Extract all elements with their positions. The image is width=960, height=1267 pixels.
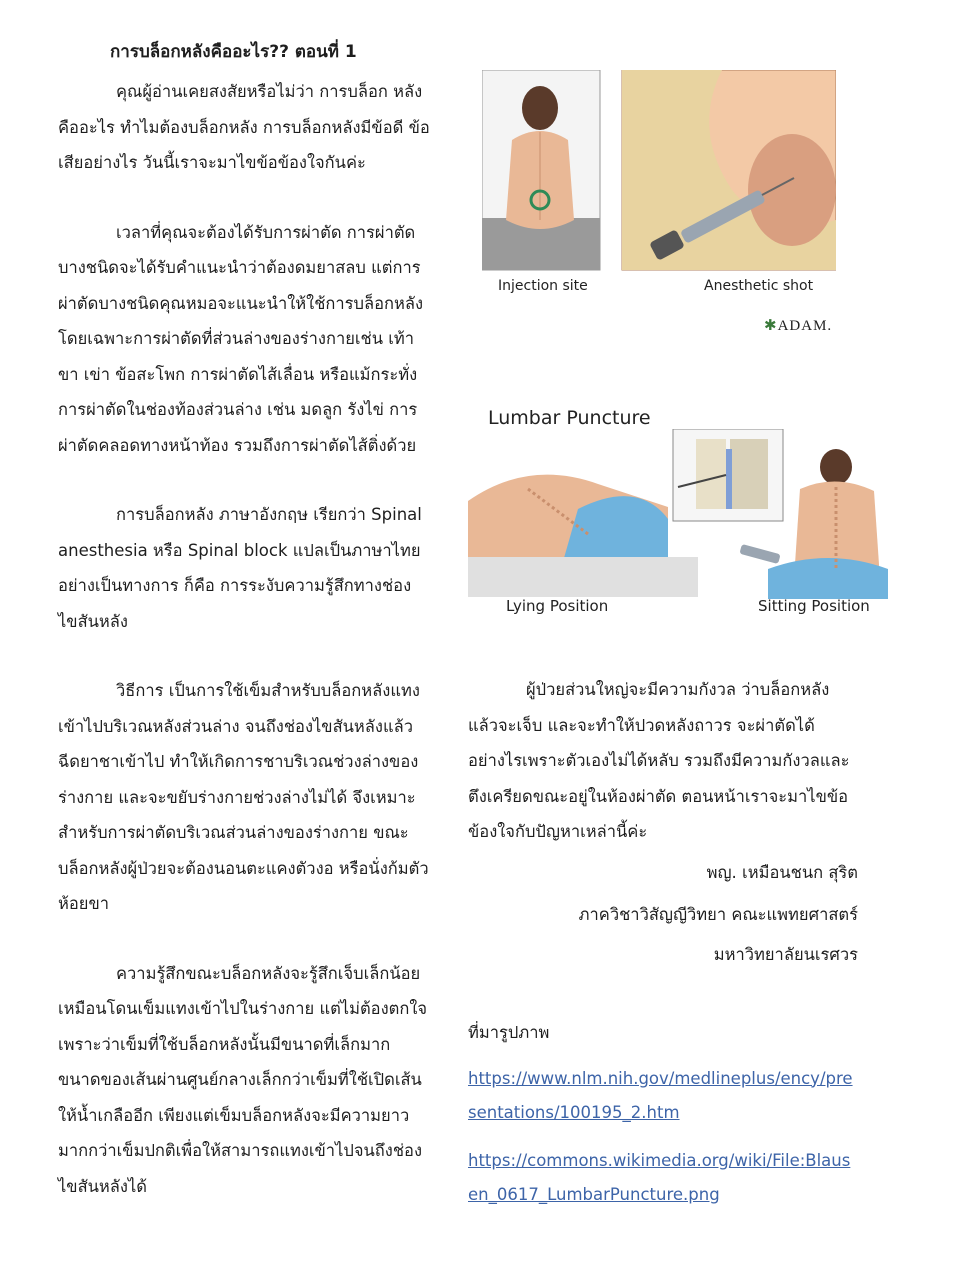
paragraph-method: วิธีการ เป็นการใช้เข็มสำหรับบล็อกหลังแทงเข้าไปบริเวณหลังส่วนล่าง จนถึงช่องไขสันหลังแล้วฉีดยาชาเข้าไป ทำให้เกิดการชาบริเวณช่วงล่างของร่างกาย และจะขยับร่างกายช่วงล่างไม่ได้ จึงเหมาะสำหรับการผ่าตัดบริเวณส่วนล่างของร่างกาย ขณะบล็อกหลังผู้ป่วยจะต้องนอนตะแคงตัวงอ หรือนั่งก้มตัวห้อยขา [58, 681, 429, 913]
author-name: พญ. เหมือนชนก สุริต [706, 862, 858, 882]
image-sources-heading: ที่มารูปภาพ [468, 1022, 550, 1042]
left-column [58, 38, 430, 1204]
paragraph-intro: คุณผู้อ่านเคยสงสัยหรือไม่ว่า การบล็อก หลังคืออะไร ทำไมต้องบล็อกหลัง การบล็อกหลังมีข้อดี ข้อเสียอย่างไร วันนี้เราจะมาไขข้อข้องใจกันค่ะ [58, 82, 430, 172]
source-link-wikimedia[interactable]: https://commons.wikimedia.org/wiki/File:Blausen_0617_LumbarPuncture.png [468, 1150, 851, 1204]
adam-credit: ✱ADAM. [764, 318, 833, 334]
figure-lumbar-puncture [468, 405, 898, 625]
department-name: ภาควิชาวิสัญญีวิทยา คณะแพทยศาสตร์ [578, 904, 858, 924]
caption-injection-site: Injection site [498, 278, 588, 294]
paragraph-sensation: ความรู้สึกขณะบล็อกหลังจะรู้สึกเจ็บเล็กน้อยเหมือนโดนเข็มแทงเข้าไปในร่างกาย แต่ไม่ต้องตกใจ เพราะว่าเข็มที่ใช้บล็อกหลังนั้นมีขนาดที่เล็กมาก ขนาดของเส้นผ่านศูนย์กลางเล็กกว่าเข็มที่ใช้เปิดเส้นให้น้ำเกลืออีก เพียงแต่เข็มบล็อกหลังจะมีความยาวมากกว่าเข็มปกติเพื่อให้สามารถแทงเข้าไปจนถึงช่องไขสันหลังได้ [58, 963, 428, 1196]
figure-injection [482, 70, 836, 340]
paragraph-definition: การบล็อกหลัง ภาษาอังกฤษ เรียกว่า Spinal anesthesia หรือ Spinal block แปลเป็นภาษาไทยอย่างเป็นทางการ ก็คือ การระงับความรู้สึกทางช่องไขสันหลัง [58, 505, 422, 631]
lumbar-puncture-illustration [468, 429, 898, 619]
adam-logo-icon: ✱ [764, 318, 778, 334]
paragraph-surgery: เวลาที่คุณจะต้องได้รับการผ่าตัด การผ่าตัดบางชนิดจะได้รับคำแนะนำว่าต้องดมยาสลบ แต่การผ่าตัดบางชนิดคุณหมอจะแนะนำให้ใช้การบล็อกหลัง โดยเฉพาะการผ่าตัดที่ส่วนล่างของร่างกายเช่น เท้า ขา เข่า ข้อสะโพก การผ่าตัดไส้เลื่อน หรือแม้กระทั่งการผ่าตัดในช่องท้องส่วนล่าง เช่น มดลูก รังไข่ การผ่าตัดคลอดทางหน้าท้อง รวมถึงการผ่าตัดไส้ติ่งด้วย [58, 222, 424, 455]
paragraph-concerns: ผู้ป่วยส่วนใหญ่จะมีความกังวล ว่าบล็อกหลังแล้วจะเจ็บ และจะทำให้ปวดหลังถาวร จะผ่าตัดได้อย่างไรเพราะตัวเองไม่ได้หลับ รวมถึงมีความกังวลและตึงเครียดขณะอยู่ในห้องผ่าตัด ตอนหน้าเราจะมาไขข้อข้องใจกับปัญหาเหล่านี้ค่ะ [468, 680, 850, 841]
caption-sitting-position: Sitting Position [758, 597, 870, 615]
lumbar-puncture-title: Lumbar Puncture [488, 407, 651, 429]
injection-illustration [482, 70, 836, 290]
source-link-nlm[interactable]: https://www.nlm.nih.gov/medlineplus/ency/presentations/100195_2.htm [468, 1068, 853, 1122]
university-name: มหาวิทยาลัยนเรศวร [713, 944, 858, 964]
right-text-block [468, 672, 858, 1212]
article-title: การบล็อกหลังคืออะไร?? ตอนที่ 1 [110, 42, 357, 62]
caption-lying-position: Lying Position [506, 597, 609, 615]
caption-anesthetic-shot: Anesthetic shot [704, 278, 814, 294]
